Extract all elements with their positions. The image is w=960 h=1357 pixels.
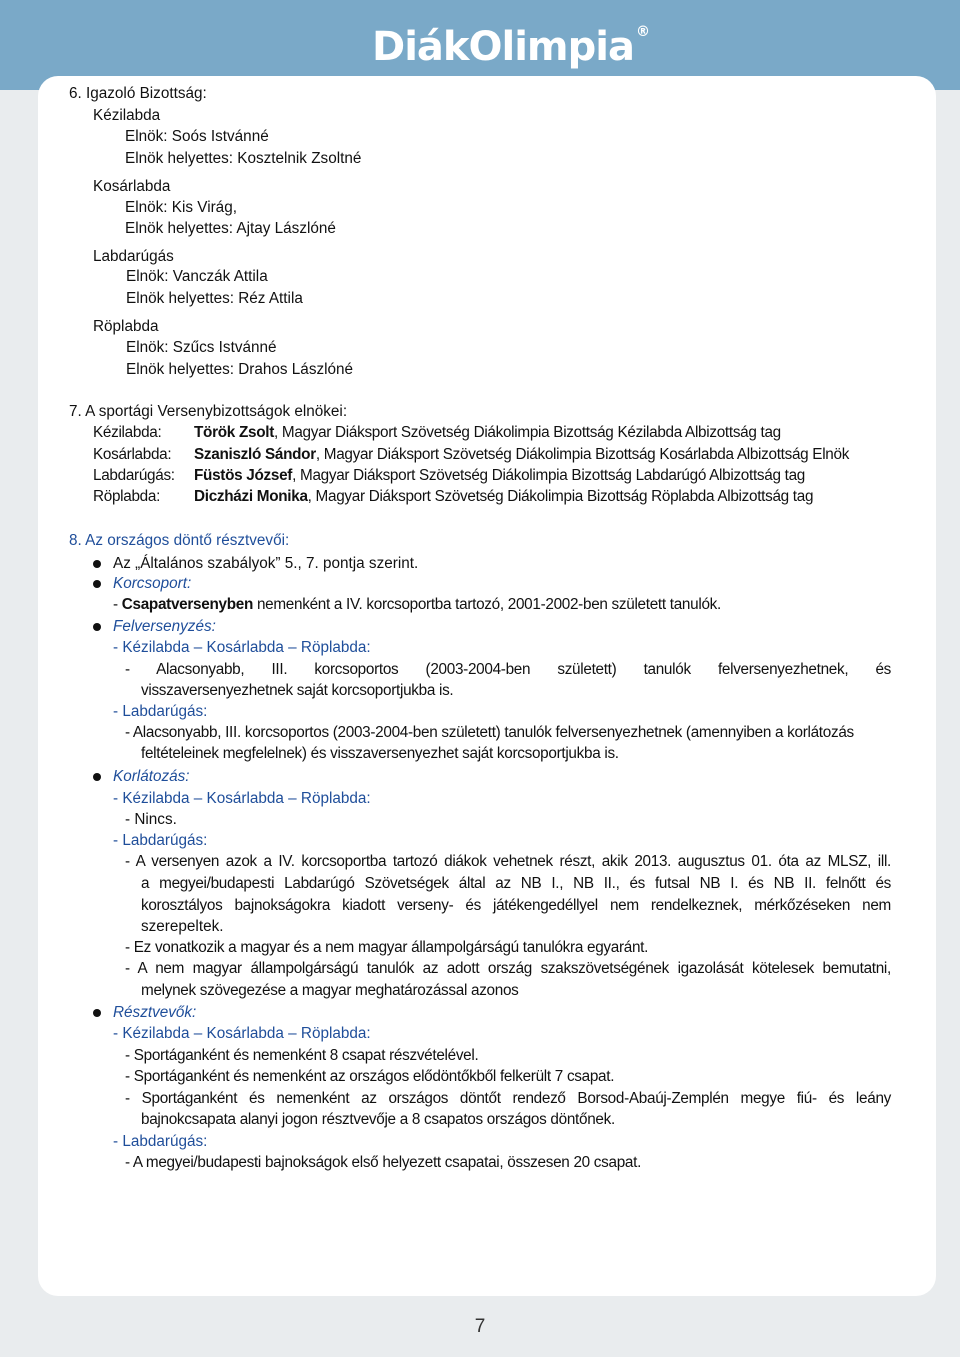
s7-row-sport: Kézilabda:: [93, 424, 162, 441]
bullet-icon: [93, 1009, 101, 1017]
s7-row-sport: Kosárlabda:: [93, 446, 172, 463]
s6-kezilabda-elnok: Elnök: Soós Istvánné: [125, 128, 269, 145]
resztvevok-d: - A megyei/budapesti bajnokságok első helyezett csapatai, összesen 20 csapat.: [125, 1154, 642, 1171]
bullet-icon: [93, 623, 101, 631]
resztvevok-heading: [113, 1003, 196, 1022]
felversenyzes-sub1-line2: visszaversenyezhetnek saját korcsoportjukba is.: [141, 682, 454, 699]
s7-row-name: Diczházi Monika: [194, 488, 308, 505]
felversenyzes-sub2: - Labdarúgás:: [113, 703, 208, 720]
section-7-title: 7. A sportági Versenybizottságok elnökei:: [69, 403, 348, 420]
korlatozas-c-line1: - A nem magyar állampolgárságú tanulók az adott ország szakszövetségének igazolását kötelesek bemutatni,: [125, 960, 891, 977]
logo-text: DiákOlimpia: [372, 24, 634, 70]
resztvevok-sub1: - Kézilabda – Kosárlabda – Röplabda:: [113, 1025, 371, 1042]
korlatozas-c-line2: melynek szövegezése a magyar meghatározással azonos: [141, 982, 519, 999]
s7-row-sport: Labdarúgás:: [93, 467, 175, 484]
s7-row-role: , Magyar Diáksport Szövetség Diákolimpia Bizottság Kézilabda Albizottság tag: [273, 424, 781, 441]
korlatozas-a-line4: szerepeltek.: [141, 918, 224, 935]
s6-kosarlabda-helyettes: Elnök helyettes: Ajtay Lászlóné: [125, 220, 336, 237]
s6-kezilabda: Kézilabda: [93, 107, 161, 124]
korlatozas-a-line2: a megyei/budapesti Labdarúgó Szövetségek által az NB I., NB II., és futsal NB I. és NB II. felnőtt és: [141, 875, 891, 892]
s7-row-name: Szaniszló Sándor: [194, 446, 316, 463]
felversenyzes-sub2-line1: - Alacsonyabb, III. korcsoportos (2003-2004-ben született) tanulók felversenyezhetnek (amennyiben a korlátozás: [125, 724, 854, 741]
korlatozas-a-line1: - A versenyen azok a IV. korcsoportba tartozó diákok vehetnek részt, akik 2013. augusztus 01. óta az MLSZ, ill.: [125, 853, 891, 870]
korlatozas-heading-text: Korlátozás:: [113, 768, 190, 785]
dash: -: [113, 596, 118, 613]
bullet-icon: [93, 773, 101, 781]
s6-roplabda-helyettes: Elnök helyettes: Drahos Lászlóné: [126, 361, 354, 378]
s7-row-role: , Magyar Diáksport Szövetség Diákolimpia Bizottság Labdarúgó Albizottság tag: [292, 467, 805, 484]
korlatozas-b-line1: - Ez vonatkozik a magyar és a nem magyar állampolgárságú tanulókra egyaránt.: [125, 939, 649, 956]
felversenyzes-heading: [113, 617, 216, 636]
korlatozas-a-line3: korosztályos bajnokságokra kiadott verseny- és játékengedéllyel nem rendelkeznek, mérkőzéseken nem: [141, 897, 891, 914]
page-number: 7: [474, 1316, 486, 1337]
felversenyzes-sub1: - Kézilabda – Kosárlabda – Röplabda:: [113, 639, 371, 656]
s7-row-sport: Röplabda:: [93, 488, 161, 505]
resztvevok-sub2: - Labdarúgás:: [113, 1133, 208, 1150]
s6-roplabda: Röplabda: [93, 318, 159, 335]
s7-row-role: , Magyar Diáksport Szövetség Diákolimpia Bizottság Kosárlabda Albizottság Elnök: [315, 446, 850, 463]
s6-kosarlabda-elnok: Elnök: Kis Virág,: [125, 199, 237, 216]
resztvevok-a: - Sportáganként és nemenként 8 csapat részvételével.: [125, 1047, 479, 1064]
diakolimpia-logo: [372, 24, 649, 70]
s7-row-name: Füstös József: [194, 467, 293, 484]
felversenyzes-sub1-line1: - Alacsonyabb, III. korcsoportos (2003-2004-ben született) tanulók felversenyezhetnek, és: [125, 661, 891, 678]
s7-row-person: [194, 445, 849, 464]
s6-kezilabda-helyettes: Elnök helyettes: Kosztelnik Zsoltné: [125, 150, 362, 167]
s6-labdarugas: Labdarúgás: [93, 248, 174, 265]
s7-row-name: Török Zsolt: [194, 424, 274, 441]
s7-row-role: , Magyar Diáksport Szövetség Diákolimpia Bizottság Röplabda Albizottság tag: [307, 488, 814, 505]
bullet-icon: [93, 580, 101, 588]
resztvevok-heading-text: Résztvevők:: [113, 1004, 197, 1021]
s8-general-rules-text: Az „Általános szabályok” 5., 7. pontja szerint.: [113, 555, 419, 572]
resztvevok-b: - Sportáganként és nemenként az országos elődöntőkből felkerült 7 csapat.: [125, 1068, 615, 1085]
korlatozas-sub2: - Labdarúgás:: [113, 832, 208, 849]
resztvevok-c-line1: - Sportáganként és nemenként az országos döntőt rendező Borsod-Abaúj-Zemplén megye fiú- és leány: [125, 1090, 891, 1107]
resztvevok-c-line2: bajnokcsapata alanyi jogon résztvevője a 8 csapatos országos döntőnek.: [141, 1111, 615, 1128]
section-6-title: 6. Igazoló Bizottság:: [69, 85, 207, 102]
korlatozas-sub1-line1: - Nincs.: [125, 811, 177, 828]
s6-kosarlabda: Kosárlabda: [93, 178, 171, 195]
korcsoport-bold: Csapatversenyben: [121, 596, 253, 613]
bullet-icon: [93, 560, 101, 568]
section-8-title: 8. Az országos döntő résztvevői:: [69, 532, 290, 549]
s6-labdarugas-helyettes: Elnök helyettes: Réz Attila: [126, 290, 303, 307]
s7-row-person: [194, 423, 781, 442]
s7-row-person: [194, 466, 805, 485]
korlatozas-sub1: - Kézilabda – Kosárlabda – Röplabda:: [113, 790, 371, 807]
felversenyzes-sub2-line2: feltételeinek megfelelnek) és visszaversenyezhet saját korcsoportjukba is.: [141, 745, 619, 762]
s8-general-rules: [113, 554, 418, 573]
s6-labdarugas-elnok: Elnök: Vanczák Attila: [126, 268, 268, 285]
korcsoport-heading: [113, 574, 191, 593]
korcsoport-rest: nemenként a IV. korcsoportba tartozó, 2001-2002-ben született tanulók.: [253, 596, 721, 613]
korlatozas-heading: [113, 767, 190, 786]
s7-row-person: [194, 487, 813, 506]
korcsoport-heading-text: Korcsoport:: [113, 575, 192, 592]
s6-roplabda-elnok: Elnök: Szűcs Istvánné: [126, 339, 277, 356]
korcsoport-line: [113, 595, 721, 614]
logo-registered-mark: ®: [635, 24, 649, 40]
felversenyzes-heading-text: Felversenyzés:: [113, 618, 216, 635]
